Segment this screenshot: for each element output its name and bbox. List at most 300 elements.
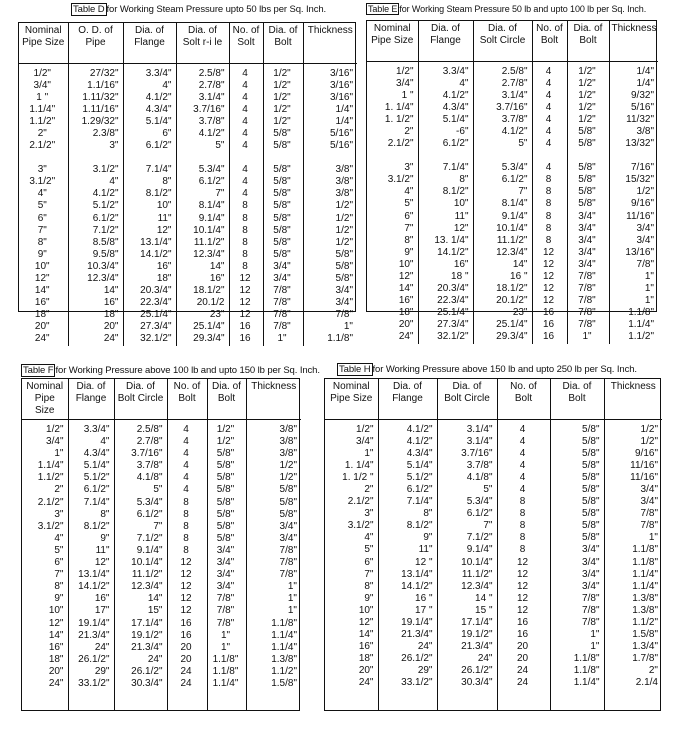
header-row <box>19 23 357 63</box>
table-cell: 4.1/2" <box>406 423 433 435</box>
table-h-tag: Table H <box>339 364 371 375</box>
column-header: Dia. of Bolt <box>207 379 246 420</box>
table-cell: 7.1/4" <box>83 496 110 508</box>
table-cell: 3.1/4" <box>466 435 493 447</box>
table-cell: 4 <box>545 113 552 125</box>
table-cell: 8 <box>183 532 189 544</box>
table-cell: 3/4" <box>356 435 374 447</box>
table-cell: 8 <box>519 532 526 544</box>
table-cell: 30.3/4" <box>461 677 493 689</box>
table-cell: 13. 1/4" <box>434 234 469 246</box>
table-cell: 20.3/4" <box>140 285 172 297</box>
table-cell: 24" <box>477 653 493 665</box>
table-cell: 1/2" <box>335 236 353 248</box>
column-header: Dia. of Bolt <box>567 21 609 61</box>
table-cell: 11/32" <box>626 113 654 125</box>
table-cell: 14" <box>512 258 528 270</box>
column-cells <box>68 420 114 711</box>
table-cell: 4.1/2" <box>92 188 119 200</box>
table-cell: 1/2" <box>335 200 353 212</box>
table-cell: 5/8" <box>216 496 235 508</box>
column-header: Nominal Pipe Size <box>19 23 68 63</box>
table-cell: 1/2" <box>216 424 235 435</box>
table-cell: 2.5/8" <box>136 424 163 435</box>
body-row <box>19 63 357 346</box>
table-cell: 3/4" <box>582 580 600 592</box>
table-cell: 8.1/2" <box>145 188 172 200</box>
table-cell: 4 <box>519 483 526 495</box>
table-cell: 5.1/2" <box>406 471 433 483</box>
table-cell: 2.1/2" <box>347 496 374 508</box>
table-cell: 4 <box>545 65 552 77</box>
table-cell: 5/8" <box>216 448 235 460</box>
table-cell: 1.1/8" <box>632 544 658 556</box>
row-gap <box>179 152 225 164</box>
table-cell: 3.7/16" <box>461 447 493 459</box>
table-cell: 5/8" <box>578 125 596 137</box>
table-cell: 13/32" <box>625 138 654 150</box>
table-cell: 16" <box>453 258 469 270</box>
table-cell: 15 " <box>475 604 493 616</box>
table-cell: 3/4" <box>46 436 64 448</box>
table-cell: 4.3/4" <box>145 103 172 115</box>
table-cell: 16" <box>398 295 414 307</box>
table-cell: 3/4" <box>335 297 353 309</box>
table-cell: 6.1/2" <box>466 508 493 520</box>
table-cell: 4.1/8" <box>136 472 163 484</box>
table-cell: 16" <box>209 273 225 284</box>
table-cell: 18.1/2" <box>193 285 225 297</box>
table-cell: 5" <box>364 544 374 556</box>
table-cell: 3.1/4" <box>466 423 493 435</box>
table-cell: 3.7/16" <box>193 103 225 115</box>
table-cell: 3.3/4" <box>83 424 110 435</box>
table-cell: 1.1/8" <box>573 653 600 665</box>
column-cells <box>176 63 229 346</box>
table-h-title: for Working Pressure above 150 lb and upto 250 lb per Sq. Inch. <box>372 364 637 375</box>
table-cell: 16 <box>516 617 529 628</box>
table-cell: 6" <box>364 556 374 568</box>
column-cells <box>114 420 167 711</box>
table-cell: 4 <box>545 138 552 150</box>
table-cell: 12 <box>542 271 555 282</box>
table-cell: 11.1/2" <box>131 569 163 581</box>
table-cell: 7/8" <box>279 569 297 581</box>
table-cell: 26.1/2" <box>131 665 163 677</box>
table-d <box>18 22 356 345</box>
table-cell: 1.1/4" <box>271 641 297 653</box>
table-cell: 25.1/4" <box>437 307 469 319</box>
table-cell: 1/2" <box>273 67 291 79</box>
table-cell: 3/4" <box>578 246 596 258</box>
table-cell: 7/8" <box>273 321 291 333</box>
table-cell: 11.1/2" <box>193 236 225 248</box>
table-d-tag: Table D <box>73 4 105 15</box>
table-cell: 16 <box>542 307 555 319</box>
table-cell: 18" <box>358 653 374 665</box>
table-cell: 9.5/8" <box>92 248 119 260</box>
table-cell: 8.1/4" <box>501 198 528 210</box>
column-header: O. D. of Pipe <box>68 23 123 63</box>
table-cell: 14.1/2" <box>140 248 172 260</box>
table-cell: 20 <box>516 641 529 653</box>
table-cell: 9/16" <box>630 198 654 210</box>
table-cell: 5" <box>37 200 47 212</box>
table-cell: 11.1/2" <box>496 234 528 246</box>
table-cell: 5/8" <box>279 496 297 508</box>
table-cell: 1/2" <box>335 212 353 224</box>
table-cell: 5/8" <box>582 447 600 459</box>
table-cell: 16" <box>103 297 119 309</box>
table-cell: 10" <box>358 604 374 616</box>
table-cell: 12.3/4" <box>496 246 528 258</box>
row-gap <box>570 150 605 162</box>
table-cell: 11" <box>454 210 469 222</box>
table-cell: 24" <box>398 331 414 343</box>
table-cell: 4.3/4" <box>406 447 433 459</box>
table-cell: 8" <box>423 508 433 520</box>
table-cell: 20.1/2 <box>196 297 225 309</box>
table-cell: 14.1/2" <box>401 580 433 592</box>
table-cell: 3/4" <box>582 544 600 556</box>
table-cell: 3/4" <box>33 79 51 91</box>
table-cell: 10" <box>453 198 469 210</box>
table-cell: 1. 1/2" <box>384 113 414 125</box>
table-cell: 7" <box>518 186 528 198</box>
table-cell: 8" <box>364 580 374 592</box>
table-cell: 20" <box>34 321 50 333</box>
table-cell: 1" <box>644 283 654 295</box>
row-gap <box>232 152 259 164</box>
table-cell: 30.3/4" <box>131 677 163 689</box>
table-cell: 16" <box>358 641 374 653</box>
table-cell: 7/8" <box>640 508 658 520</box>
column-cells <box>378 419 437 710</box>
table-cell: 3" <box>37 164 47 176</box>
table-cell: 26.1/2" <box>461 665 493 677</box>
table-cell: 8 <box>242 248 248 260</box>
table-cell: 10" <box>48 605 64 617</box>
row-gap <box>306 152 354 164</box>
table-cell: 4 <box>519 435 526 447</box>
table-cell: 7/8" <box>636 258 654 270</box>
table-cell: 6" <box>162 127 172 139</box>
table-cell: 1/2" <box>578 101 596 113</box>
table-cell: 1" <box>287 593 297 605</box>
table-cell: 7.1/2" <box>136 532 163 544</box>
table-cell: 3/4" <box>636 222 654 234</box>
column-cells <box>550 419 604 710</box>
table-cell: 1" <box>343 321 353 333</box>
body-row <box>325 419 662 710</box>
table-cell: 4" <box>100 436 110 448</box>
table-cell: 4 <box>183 460 189 472</box>
table-cell: 7/8" <box>578 319 596 331</box>
table-cell: 19.1/2" <box>461 629 493 641</box>
column-cells <box>19 63 68 346</box>
body-row <box>22 420 301 711</box>
table-cell: 4" <box>109 176 119 188</box>
table-cell: 5/8" <box>216 532 235 544</box>
table-cell: 1/4" <box>636 77 654 89</box>
table-cell: 5/8" <box>216 484 235 496</box>
table-cell: 8 <box>519 544 526 556</box>
table-d-caption <box>71 4 326 15</box>
table-cell: 12.3/4" <box>193 248 225 260</box>
table-cell: 7" <box>483 520 493 532</box>
table-cell: 1 " <box>401 89 414 101</box>
table-cell: 23" <box>512 307 528 319</box>
table-cell: 6.1/2" <box>92 212 119 224</box>
row-gap <box>476 150 528 162</box>
column-header: Dia. of Bolt Circle <box>437 379 497 419</box>
column-header: Dia. of Solt Circle <box>473 21 532 61</box>
table-cell: 1.1/8" <box>271 617 297 629</box>
table-cell: 5/8" <box>273 212 291 224</box>
table-cell: 4.1/2" <box>442 89 469 101</box>
table-cell: 7/8" <box>640 520 658 532</box>
table-cell: 20 <box>180 641 192 653</box>
table-cell: 4 <box>242 140 248 152</box>
table-cell: 7/16" <box>630 162 654 174</box>
column-header: Thickness <box>609 21 658 61</box>
table-cell: 15/32" <box>625 174 654 186</box>
table-cell: 29.3/4" <box>496 331 528 343</box>
table-cell: 8 <box>519 508 526 520</box>
table-cell: 5/8" <box>216 520 235 532</box>
table-cell: 1.1/4" <box>271 629 297 641</box>
table-cell: 29" <box>417 665 433 677</box>
table-cell: 15" <box>147 605 163 617</box>
table-cell: 20 <box>516 653 529 665</box>
table-cell: 3/16" <box>329 91 353 103</box>
table-cell: 12" <box>453 222 469 234</box>
table-cell: 12 <box>180 557 192 569</box>
table-cell: 10.3/4" <box>87 260 119 272</box>
table-cell: 1" <box>364 447 374 459</box>
table-cell: 33.1/2" <box>401 677 433 689</box>
table-cell: 4 <box>242 188 248 200</box>
table-cell: 14" <box>48 629 64 641</box>
table-cell: 3.1/2" <box>387 174 414 186</box>
table-cell: 10.1/4" <box>131 557 163 569</box>
table-cell: 18" <box>156 273 172 284</box>
table-cell: 16 <box>516 629 529 641</box>
column-cells <box>263 63 303 346</box>
table-cell: 12 <box>239 285 251 297</box>
table-cell: 4 <box>242 91 248 103</box>
table-cell: 1.1/4" <box>628 319 654 331</box>
table-cell: 4 <box>519 471 526 483</box>
table-cell: 1/2" <box>578 65 596 77</box>
table-cell: 1.1/2" <box>29 115 56 127</box>
table-cell: 9/16" <box>634 447 658 459</box>
table-cell: 8" <box>54 581 64 593</box>
table-cell: 20" <box>103 321 119 333</box>
table-cell: 16 <box>542 319 555 331</box>
table-cell: 3/4" <box>582 568 600 580</box>
table-cell: 2" <box>648 665 658 677</box>
table-cell: 8 <box>183 520 189 532</box>
table-cell: 7/8" <box>578 283 596 295</box>
table-cell: 1/4" <box>335 103 353 115</box>
table-cell: 1.1/8" <box>573 665 600 677</box>
table-cell: 5/8" <box>582 496 600 508</box>
table-cell: 16 <box>239 321 251 333</box>
table-cell: 3.7/16" <box>131 448 163 460</box>
table-cell: 14" <box>398 283 414 295</box>
table-cell: 5/8" <box>273 140 291 152</box>
table-cell: 3/4" <box>273 260 291 272</box>
table-cell: 20" <box>358 665 374 677</box>
table-cell: 1/4" <box>335 115 353 127</box>
column-cells <box>418 61 473 344</box>
table-cell: 4" <box>162 79 172 91</box>
table-cell: 5/8" <box>582 423 600 435</box>
table-cell: 5.3/4" <box>466 496 493 508</box>
table-cell: 1.1/8" <box>212 665 239 677</box>
table-cell: 6.1/2" <box>406 483 433 495</box>
table-cell: 3.1/2" <box>37 520 64 532</box>
table-cell: 14 " <box>475 592 493 604</box>
table-cell: 1 " <box>36 91 49 103</box>
table-d-title: for Working Steam Pressure upto 50 lbs per Sq. Inch. <box>106 4 327 15</box>
table-cell: 24" <box>147 653 163 665</box>
table-cell: 26.1/2" <box>78 653 110 665</box>
table-cell: 21.3/4" <box>131 641 163 653</box>
table-cell: 11" <box>418 544 433 556</box>
table-cell: 3/4" <box>636 234 654 246</box>
table-cell: 29.3/4" <box>193 333 225 345</box>
row-gap <box>535 150 563 162</box>
table-cell: 3/8" <box>279 436 297 448</box>
table-cell: 1.1/4" <box>37 460 64 472</box>
table-cell: 19.1/4" <box>401 617 433 628</box>
table-cell: 16" <box>94 593 110 605</box>
table-cell: 6.1/2" <box>136 508 163 520</box>
table-cell: 3/4" <box>216 557 235 569</box>
table-cell: 5/8" <box>582 459 600 471</box>
table-cell: 9.1/4" <box>501 210 528 222</box>
table-cell: 5" <box>215 140 225 152</box>
table-cell: 1.1/2" <box>628 331 654 343</box>
column-cells <box>325 419 378 710</box>
table-cell: 12 <box>542 258 555 270</box>
table-cell: 1/2" <box>640 435 658 447</box>
table-cell: 3/4" <box>640 483 658 495</box>
table-cell: 6.1/2" <box>501 174 528 186</box>
table-cell: 8" <box>162 176 172 188</box>
table-cell: 19.1/2" <box>131 629 163 641</box>
column-cells <box>567 61 609 344</box>
table-e-grid <box>367 21 658 344</box>
table-cell: 1/2" <box>640 423 658 435</box>
table-cell: 8 <box>242 236 248 248</box>
table-cell: 20 <box>180 653 192 665</box>
table-cell: 7" <box>215 188 225 200</box>
table-cell: 2.1/2" <box>29 140 56 152</box>
table-cell: 3.3/4" <box>442 65 469 77</box>
table-cell: 9.1/4" <box>136 544 163 556</box>
table-f <box>21 378 300 711</box>
table-cell: 5/8" <box>216 460 235 472</box>
table-d-grid <box>19 23 357 346</box>
table-cell: 12 <box>180 605 192 617</box>
table-cell: 4 <box>183 436 189 448</box>
table-cell: 10.1/4" <box>496 222 528 234</box>
column-header: No. of Bolt <box>167 379 207 420</box>
table-cell: 1.7/8" <box>632 653 658 665</box>
table-cell: 3.7/8" <box>466 459 493 471</box>
table-cell: 4 <box>545 101 552 113</box>
table-cell: 6.1/2" <box>83 484 110 496</box>
table-cell: 4 <box>242 79 248 91</box>
table-cell: 1.29/32" <box>81 115 119 127</box>
table-cell: 11" <box>95 544 110 556</box>
table-cell: 1/2" <box>273 115 291 127</box>
table-cell: 25.1/4" <box>496 319 528 331</box>
column-header: No. of Solt <box>229 23 263 63</box>
table-cell: 1" <box>287 605 297 617</box>
table-cell: 3/4" <box>216 581 235 593</box>
table-cell: 1/2" <box>216 436 235 448</box>
row-gap <box>126 152 172 164</box>
table-cell: 8.1/2" <box>406 520 433 532</box>
table-cell: 18.1/2" <box>496 283 528 295</box>
table-cell: 8 <box>183 544 189 556</box>
row-gap <box>266 152 299 164</box>
table-cell: 1.11/32" <box>82 91 119 103</box>
table-cell: 14" <box>358 629 374 641</box>
table-cell: 3/4" <box>279 532 297 544</box>
table-f-caption <box>21 365 320 376</box>
table-cell: 2.3/8" <box>92 127 119 139</box>
body-row <box>367 61 658 344</box>
table-cell: 1/2" <box>578 77 596 89</box>
table-cell: 8 <box>519 520 526 532</box>
column-cells <box>437 419 497 710</box>
table-cell: 4.1/2" <box>198 127 225 139</box>
table-cell: 1.1/4" <box>573 677 600 689</box>
table-cell: 1" <box>54 448 64 460</box>
column-cells <box>303 63 357 346</box>
table-cell: 5/8" <box>582 471 600 483</box>
table-cell: 5/8" <box>273 188 291 200</box>
table-cell: 8" <box>404 234 414 246</box>
column-cells <box>473 61 532 344</box>
table-cell: 20" <box>398 319 414 331</box>
table-cell: 14" <box>147 593 163 605</box>
table-cell: 29" <box>94 665 110 677</box>
table-cell: 6" <box>404 210 414 222</box>
table-cell: 8.1/4" <box>198 200 225 212</box>
table-cell: 1/2" <box>578 113 596 125</box>
table-cell: 16 " <box>510 271 528 282</box>
table-cell: 13.1/4" <box>78 569 110 581</box>
table-cell: 25.1/4" <box>140 309 172 321</box>
table-cell: 5.3/4" <box>501 162 528 174</box>
table-cell: 4 <box>183 484 189 496</box>
table-cell: 9" <box>364 592 374 604</box>
table-cell: 7/8" <box>578 271 596 282</box>
column-header: Nominal Pipe Size <box>325 379 378 419</box>
table-cell: 2" <box>404 125 414 137</box>
table-cell: 5.1/2" <box>92 200 119 212</box>
table-cell: 12 <box>180 593 192 605</box>
table-cell: 5.3/4" <box>136 496 163 508</box>
row-gap <box>612 150 655 162</box>
table-cell: 12" <box>48 617 64 629</box>
